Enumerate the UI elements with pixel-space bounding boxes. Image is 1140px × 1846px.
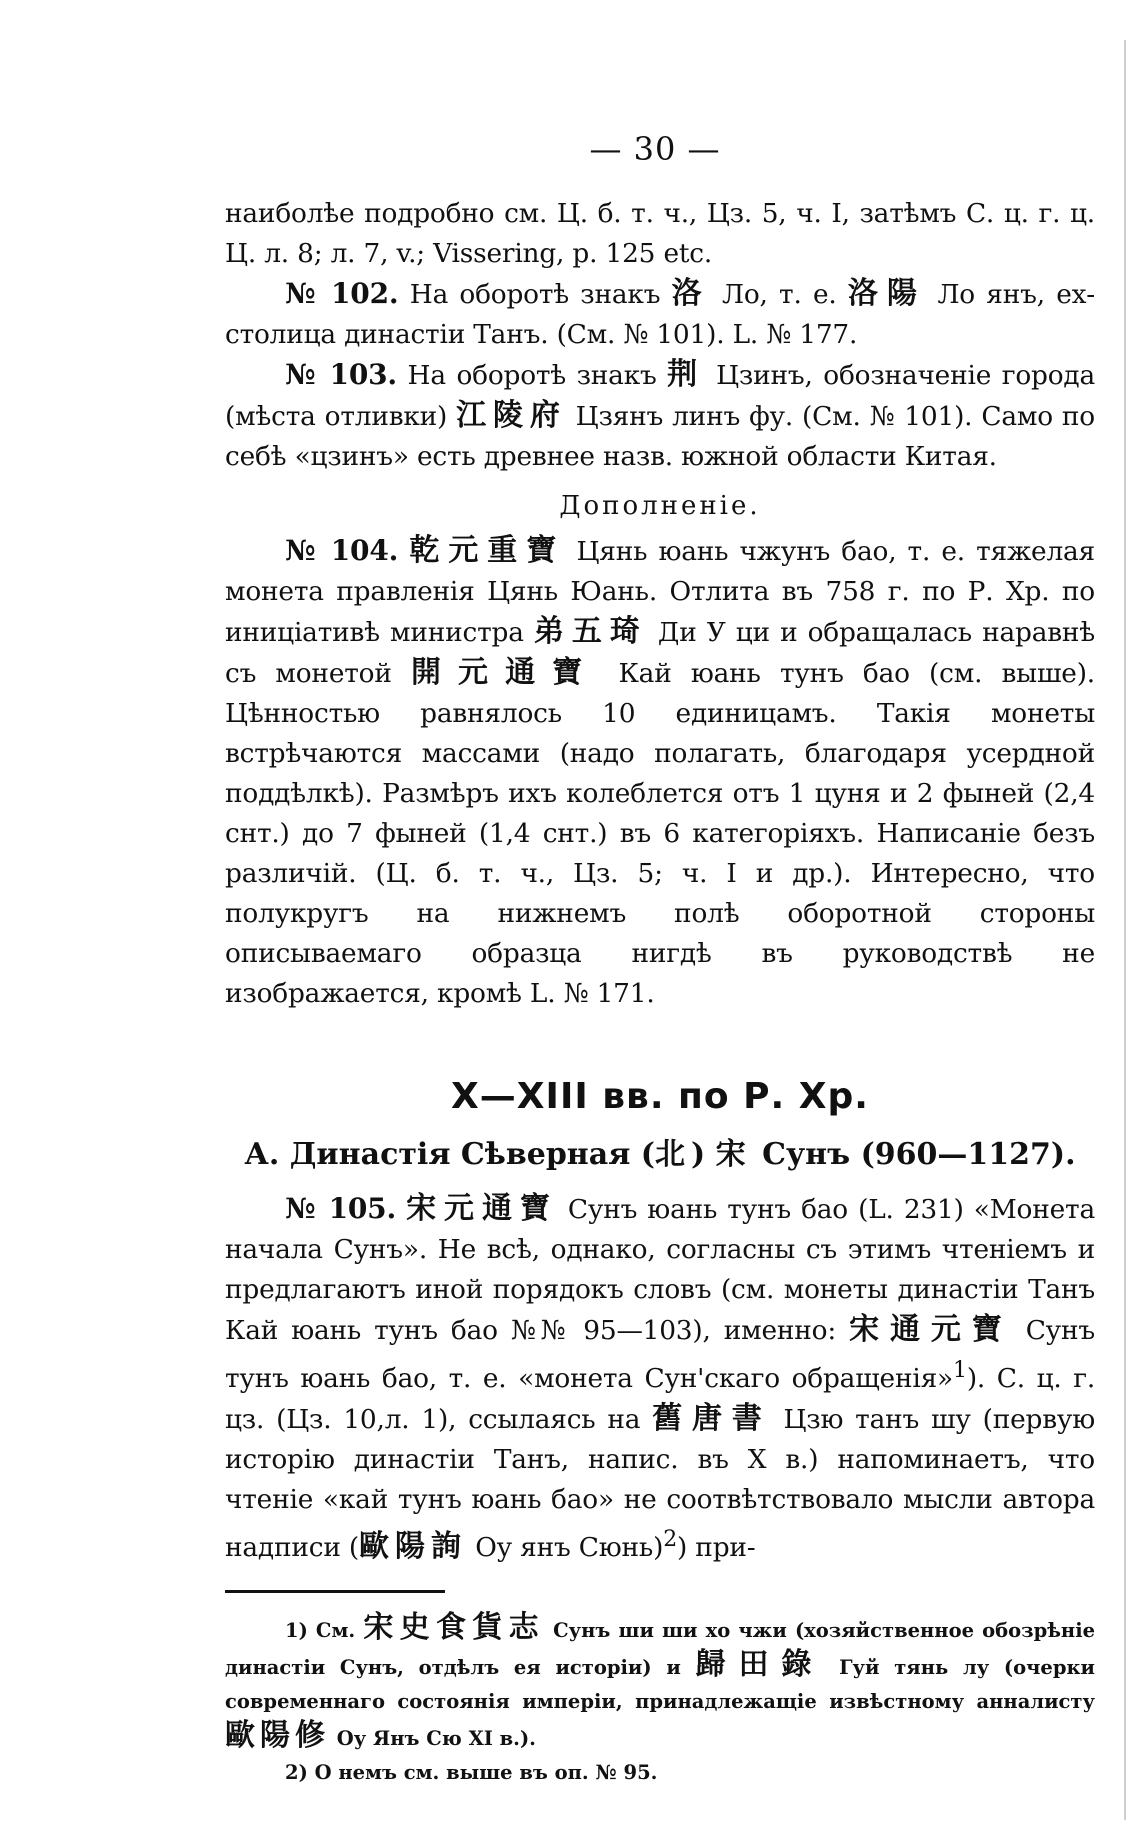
entry-105-alt-legend: 宋通元寶 bbox=[849, 1312, 1013, 1347]
entry-105-text-5: Оу янъ Сюнь) bbox=[467, 1531, 664, 1563]
entry-103-number: № 103. bbox=[285, 358, 397, 391]
entry-105-number: № 105. bbox=[285, 1192, 397, 1225]
entry-102-text-2: Ло, т. е. bbox=[710, 279, 848, 310]
entry-105-text-1: Сунъ юань тунъ бао (L. 231) «Монета начала Сунъ». Не всѣ, однако, согласны съ этимъ чтеніемъ и предлагаютъ иной порядокъ словъ (см. монеты династіи Танъ Кай юань тунъ бао №№ 95—103), именно: bbox=[225, 1194, 1095, 1346]
entry-105-text-4: Цзю танъ шу (первую исторію династіи Танъ, напис. въ X в.) напоминаетъ, что чтеніе «кай тунъ юань бао» не соотвѣтствовало мысли автора надписи ( bbox=[225, 1403, 1095, 1563]
footnote-ref-1[interactable]: 1 bbox=[953, 1358, 967, 1383]
subsection-text-1: А. Династія Сѣверная ( bbox=[244, 1137, 656, 1172]
page-number: — 30 — bbox=[589, 130, 721, 168]
subsection-text-2: ) bbox=[691, 1137, 716, 1172]
entry-102-text-1: На оборотѣ знакъ bbox=[398, 279, 672, 310]
entry-105 bbox=[225, 1189, 1095, 1568]
footnote-ref-2[interactable]: 2 bbox=[663, 1526, 678, 1552]
entry-104-coin-legend: 乾元重寶 bbox=[409, 533, 566, 568]
entry-104-minister-name: 弟五琦 bbox=[533, 614, 648, 649]
footnote-1-chars-1: 宋史食貨志 bbox=[363, 1609, 546, 1645]
entry-102-text-3: Ло янъ, ех-столица династіи Танъ. (См. № 101). L. № 177. bbox=[225, 279, 1096, 350]
entry-103-chars-jianglingfu: 江陵府 bbox=[456, 398, 567, 433]
section-title: X—XIII вв. по Р. Хр. bbox=[451, 1076, 869, 1117]
subsection-text-3: Сунъ (960—1127). bbox=[751, 1137, 1076, 1172]
entry-102-char-lo: 洛 bbox=[671, 276, 711, 311]
entry-103-text-1: На оборотѣ знакъ bbox=[396, 360, 668, 391]
entry-102-number: № 102. bbox=[285, 277, 399, 310]
entry-104-text-3: Кай юань тунъ бао (см. выше). Цѣнностью равнялось 10 единицамъ. Такія монеты встрѣчаются массами (надо полагать, благодаря усердной поддѣлкѣ). Размѣръ ихъ колеблется отъ 1 цуня и 2 фыней (2,4 снт.) до 7 фыней (1,4 снт.) въ 6 категоріяхъ. Написаніе безъ различій. (Ц. б. т. ч., Цз. 5; ч. I и др.). Интересно, что полукругъ на нижнемъ полѣ оборотной стороны описываемаго образца нигдѣ въ руководствѣ не изображается, кромѣ L. № 171. bbox=[225, 658, 1095, 1009]
footnote-divider bbox=[225, 1590, 445, 1593]
subsection-char-song: 宋 bbox=[715, 1137, 752, 1172]
page-edge-line bbox=[1124, 40, 1126, 1820]
entry-103 bbox=[225, 355, 1095, 477]
entry-105-coin-legend: 宋元通寶 bbox=[406, 1191, 558, 1226]
entry-104 bbox=[225, 531, 1095, 1014]
supplement-heading: Дополненіе. bbox=[559, 491, 761, 521]
subsection-char-bei: 北 bbox=[655, 1137, 692, 1172]
paragraph-continuation: наиболѣе подробно см. Ц. б. т. ч., Цз. 5, ч. I, затѣмъ С. ц. г. ц. Ц. л. 8; л. 7, v.; Vissering, p. 125 etc. bbox=[225, 198, 1095, 269]
footnote-1-chars-3: 歐陽修 bbox=[225, 1717, 330, 1753]
entry-105-text-6: ) при- bbox=[677, 1531, 756, 1563]
footnote-1 bbox=[225, 1611, 1095, 1756]
entry-105-author-name: 歐陽詢 bbox=[359, 1528, 468, 1564]
footnote-1-text-2: Сунъ ши ши хо чжи (хозяйственное обозрѣніе династіи Сунъ, отдѣлъ ея исторіи) и bbox=[225, 1618, 1096, 1679]
entry-103-text-3: Цзянъ линъ фу. (См. № 101). Само по себѣ «цзинъ» есть древнее назв. южной области Китая. bbox=[225, 401, 1095, 472]
entry-104-text-1: Цянь юань чжунъ бао, т. е. тяжелая монета правленія Цянь Юань. Отлита въ 758 г. по Р. Хр. по иниціативѣ министра bbox=[225, 536, 1095, 648]
entry-102-chars-loyang: 洛陽 bbox=[847, 276, 927, 311]
entry-104-number: № 104. bbox=[285, 534, 399, 567]
entry-103-char-jing: 荆 bbox=[667, 357, 706, 392]
footnote-1-text-1: 1) См. bbox=[285, 1618, 364, 1642]
entry-104-text-2: Ди У ци и обращалась наравнѣ съ монетой bbox=[225, 617, 1095, 689]
footnote-1-text-3: Гуй тянь лу (очерки современнаго состоянія имперіи, принадлежащіе извѣстному анналисту bbox=[225, 1655, 1096, 1713]
entry-104-kaiyuan-legend: 開元通寶 bbox=[410, 655, 600, 690]
footnote-2: 2) О немъ см. выше въ оп. № 95. bbox=[285, 1760, 658, 1784]
entry-103-text-2: Цзинъ, обозначеніе города (мѣста отливки) bbox=[225, 360, 1096, 432]
entry-105-text-2: Сунъ тунъ юань бао, т. е. «монета Сун'скаго обращенія» bbox=[225, 1315, 1095, 1394]
entry-105-text-3: ). С. ц. г. цз. (Цз. 10,л. 1), ссылаясь на bbox=[225, 1362, 1096, 1435]
footnote-1-text-4: Оу Янъ Сю XI в.). bbox=[330, 1726, 536, 1750]
entry-102 bbox=[225, 274, 1095, 355]
document-page bbox=[225, 130, 1095, 1790]
entry-105-book-title: 舊唐書 bbox=[652, 1400, 772, 1436]
subsection-title bbox=[225, 1129, 1095, 1173]
footnote-1-chars-2: 歸田錄 bbox=[695, 1646, 825, 1682]
